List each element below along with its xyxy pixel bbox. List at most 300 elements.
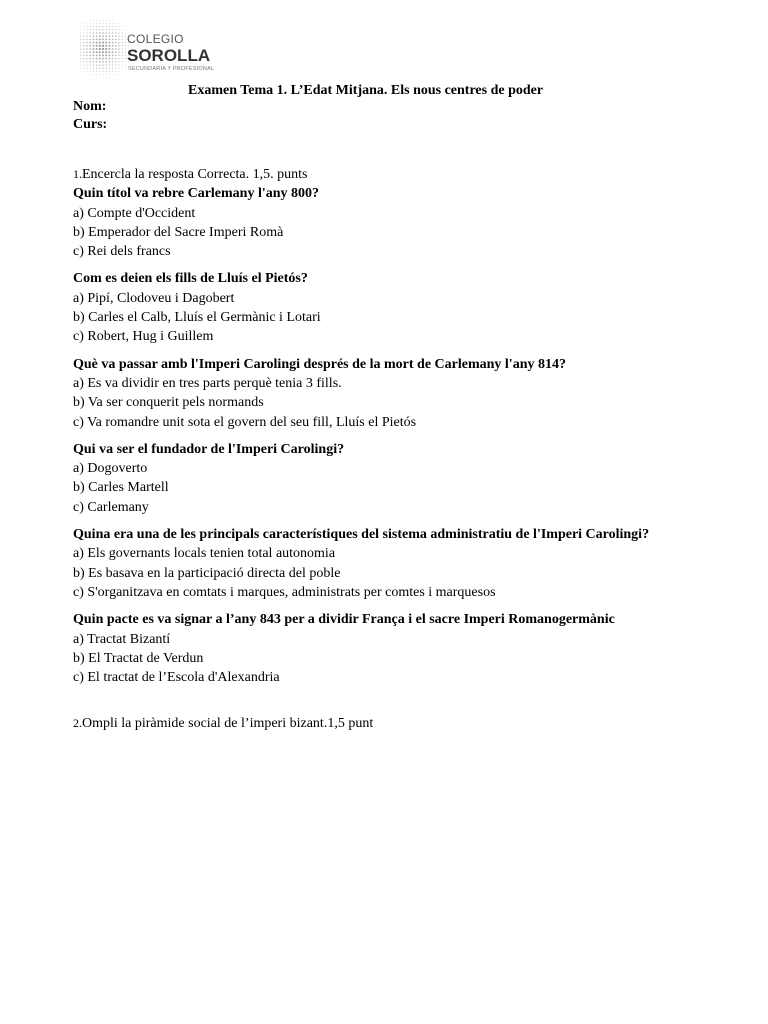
globe-dot	[108, 48, 110, 50]
question-text: Com es deien els fills de Lluís el Pietós?	[73, 271, 308, 287]
globe-dot	[106, 77, 107, 78]
question-1	[73, 184, 723, 261]
globe-dot	[80, 45, 81, 46]
globe-dot	[122, 61, 123, 62]
globe-dot	[92, 42, 94, 44]
globe-dot	[108, 54, 110, 56]
globe-dot	[108, 38, 110, 40]
section-2-instruction: Ompli la piràmide social de l’imperi bizant.1,5 punt	[82, 716, 374, 732]
globe-dot	[90, 20, 91, 21]
globe-dot	[122, 32, 123, 33]
logo-line-3: SECUNDARIA Y PROFESIONAL	[128, 66, 215, 72]
globe-dot	[99, 35, 101, 37]
globe-dot	[86, 45, 88, 47]
globe-dot	[89, 35, 91, 37]
globe-dot	[89, 51, 91, 53]
globe-dot	[86, 61, 87, 62]
globe-dot	[115, 32, 116, 33]
globe-dot	[106, 68, 107, 69]
question-text: Quina era una de les principals característiques del sistema administratiu de l'Imperi Carolingi?	[73, 527, 650, 543]
globe-dot	[99, 23, 100, 24]
globe-dot	[83, 39, 84, 40]
globe-dot	[119, 71, 120, 72]
globe-dot	[109, 29, 110, 30]
globe-dot	[90, 71, 91, 72]
globe-dot	[99, 74, 100, 75]
globe-dot	[99, 38, 101, 40]
globe-dot	[96, 23, 97, 24]
globe-dot	[122, 71, 123, 72]
globe-dot	[115, 29, 116, 30]
globe-dot	[122, 26, 123, 27]
globe-dot	[118, 64, 119, 65]
globe-dot	[86, 32, 87, 33]
globe-dot	[86, 51, 88, 53]
globe-dot	[99, 54, 101, 56]
globe-dot	[109, 77, 110, 78]
globe-dot	[102, 23, 103, 24]
globe-dot	[89, 61, 90, 62]
globe-dot	[122, 68, 123, 69]
globe-dot	[125, 58, 126, 59]
globe-dot	[86, 29, 87, 30]
globe-dot	[96, 20, 97, 21]
globe-dot	[105, 29, 106, 30]
globe-dot	[122, 42, 123, 43]
globe-dot	[105, 64, 107, 66]
answer-option-b[interactable]: b) Carles el Calb, Lluís el Germànic i Lotari	[73, 310, 321, 326]
globe-dot	[115, 71, 116, 72]
globe-dot	[93, 20, 94, 21]
globe-dot	[125, 61, 126, 62]
globe-dot	[105, 38, 107, 40]
globe-dot	[112, 20, 113, 21]
globe-dot	[112, 71, 113, 72]
globe-dot	[89, 58, 91, 60]
globe-dot	[122, 39, 123, 40]
globe-dot	[115, 55, 117, 57]
globe-dot	[93, 26, 94, 27]
question-3	[73, 355, 723, 432]
globe-dot	[122, 58, 123, 59]
globe-dot	[112, 23, 113, 24]
globe-dot	[112, 29, 113, 30]
answer-option-a[interactable]: a) Els governants locals tenien total autonomia	[73, 546, 336, 562]
globe-dot	[108, 42, 110, 44]
globe-dot	[102, 29, 103, 30]
globe-dot	[86, 39, 88, 41]
logo-line-2: SOROLLA	[127, 46, 211, 65]
globe-dot	[93, 68, 94, 69]
globe-dot	[99, 26, 100, 27]
globe-dot	[115, 74, 116, 75]
globe-dot	[115, 45, 117, 47]
globe-dot	[105, 54, 107, 56]
globe-dot	[86, 68, 87, 69]
globe-dot	[106, 74, 107, 75]
globe-dot	[118, 39, 119, 40]
globe-dot	[89, 48, 91, 50]
globe-dot	[89, 32, 90, 33]
globe-dot	[80, 36, 81, 37]
globe-dot	[99, 20, 100, 21]
globe-dot	[102, 26, 103, 27]
globe-dot	[86, 64, 87, 65]
globe-dot	[115, 35, 116, 36]
globe-dot	[125, 42, 126, 43]
globe-dot	[87, 71, 88, 72]
globe-dot	[86, 26, 87, 27]
globe-dot	[83, 32, 84, 33]
answer-option-c[interactable]: c) Rei dels francs	[73, 244, 171, 260]
globe-dot	[83, 58, 84, 59]
globe-dot	[93, 61, 95, 63]
globe-dot	[86, 55, 88, 57]
globe-dot	[122, 64, 123, 65]
question-text: Qui va ser el fundador de l'Imperi Carolingi?	[73, 441, 345, 457]
question-text: Quin pacte es va signar a l’any 843 per a dividir França i el sacre Imperi Romanogermànic	[73, 612, 615, 628]
globe-dot	[105, 58, 107, 60]
globe-dot	[93, 35, 95, 37]
globe-dot	[102, 42, 104, 44]
answer-option-b[interactable]: b) El Tractat de Verdun	[73, 650, 204, 666]
globe-dot	[112, 42, 114, 44]
globe-dot	[96, 74, 97, 75]
globe-dot	[118, 36, 119, 37]
globe-dot	[96, 26, 97, 27]
answer-option-c[interactable]: c) Robert, Hug i Guillem	[73, 329, 214, 345]
globe-dot	[109, 61, 111, 63]
globe-dot	[109, 35, 111, 37]
globe-dot	[90, 26, 91, 27]
globe-dot	[106, 20, 107, 21]
globe-dot	[109, 58, 111, 60]
globe-dot	[102, 74, 103, 75]
course-field-label: Curs:	[73, 117, 108, 132]
globe-dot	[83, 36, 84, 37]
answer-option-b[interactable]: b) Es basava en la participació directa del poble	[73, 565, 341, 581]
globe-dot	[102, 38, 104, 40]
globe-dot	[118, 51, 120, 53]
globe-dot	[96, 64, 98, 66]
globe-dot	[83, 23, 84, 24]
question-6	[73, 610, 723, 687]
globe-dot	[112, 26, 113, 27]
globe-dot	[96, 61, 98, 63]
globe-dot	[93, 58, 95, 60]
globe-dot	[93, 23, 94, 24]
globe-dot	[89, 39, 91, 41]
globe-dot	[102, 58, 104, 60]
globe-dot	[109, 71, 110, 72]
globe-dot	[96, 51, 98, 53]
exam-body	[73, 165, 723, 734]
globe-dot	[109, 32, 111, 34]
globe-dot	[99, 29, 100, 30]
globe-dot	[90, 68, 91, 69]
globe-dot	[109, 26, 110, 27]
globe-dot	[102, 35, 104, 37]
globe-dot	[93, 29, 94, 30]
section-1-heading	[73, 165, 723, 184]
globe-dot	[102, 45, 104, 47]
globe-dot	[86, 42, 88, 44]
globe-dot	[102, 61, 104, 63]
answer-option-c[interactable]: c) Carlemany	[73, 499, 149, 515]
globe-dot	[96, 54, 98, 56]
globe-dot	[105, 42, 107, 44]
globe-dot	[99, 64, 101, 66]
globe-dot	[80, 61, 81, 62]
globe-dot	[115, 23, 116, 24]
globe-dot	[118, 42, 120, 44]
globe-dot	[125, 52, 126, 53]
section-2-heading	[73, 714, 723, 733]
globe-dot	[108, 45, 110, 47]
globe-dot	[125, 68, 126, 69]
globe-dot	[92, 51, 94, 53]
globe-dot	[118, 61, 119, 62]
globe-dot	[118, 32, 119, 33]
globe-dot	[80, 32, 81, 33]
globe-dot	[125, 48, 126, 49]
globe-dot	[96, 48, 98, 50]
globe-dot	[106, 71, 107, 72]
globe-dot	[96, 38, 98, 40]
answer-option-b[interactable]: b) Emperador del Sacre Imperi Romà	[73, 224, 284, 240]
globe-dot	[105, 48, 107, 50]
globe-dot	[80, 64, 81, 65]
globe-dot	[80, 68, 81, 69]
globe-dot	[105, 51, 107, 53]
globe-dot	[102, 54, 104, 56]
answer-option-c[interactable]: c) El tractat de l’Escola d'Alexandria	[73, 670, 280, 686]
globe-dot	[102, 64, 104, 66]
globe-dot	[99, 51, 101, 53]
answer-option-b[interactable]: b) Carles Martell	[73, 480, 169, 496]
globe-dot	[125, 36, 126, 37]
globe-dot	[112, 64, 113, 65]
globe-dot	[102, 68, 103, 69]
answer-option-a[interactable]: a) Pipí, Clodoveu i Dagobert	[73, 290, 235, 306]
section-2-number: 2.	[73, 716, 82, 731]
globe-dot	[112, 35, 114, 37]
globe-dot	[115, 42, 117, 44]
globe-dot	[115, 68, 116, 69]
globe-dot	[115, 51, 117, 53]
globe-dot	[96, 77, 97, 78]
globe-dot	[109, 68, 110, 69]
globe-dot	[96, 32, 98, 34]
globe-dot	[87, 23, 88, 24]
globe-dot	[99, 48, 101, 50]
globe-dot	[102, 71, 103, 72]
globe-dot	[80, 58, 81, 59]
globe-dot	[102, 32, 104, 34]
globe-dot	[119, 23, 120, 24]
globe-dot	[83, 26, 84, 27]
globe-dot	[112, 61, 114, 63]
answer-option-c[interactable]: c) Va romandre unit sota el govern del seu fill, Lluís el Pietós	[73, 414, 417, 430]
globe-dot	[99, 71, 100, 72]
globe-dot	[118, 29, 119, 30]
globe-dot	[102, 48, 104, 50]
globe-dot	[106, 23, 107, 24]
globe-dot	[99, 58, 101, 60]
globe-dot	[80, 42, 81, 43]
globe-dot	[105, 32, 107, 34]
globe-dot	[122, 45, 123, 46]
globe-dot	[118, 45, 120, 47]
globe-dot	[118, 58, 119, 59]
globe-dot	[86, 58, 87, 59]
answer-option-c[interactable]: c) S'organitzava en comtats i marques, administrats per comtes i marquesos	[73, 584, 496, 600]
globe-dot	[118, 68, 119, 69]
globe-dot	[83, 29, 84, 30]
globe-dot	[83, 42, 84, 43]
globe-dot	[115, 48, 117, 50]
globe-dot	[96, 68, 97, 69]
globe-dot	[125, 55, 126, 56]
answer-option-a[interactable]: a) Tractat Bizantí	[73, 631, 171, 647]
globe-dot	[112, 51, 114, 53]
globe-dot	[83, 68, 84, 69]
exam-title: Examen Tema 1. L’Edat Mitjana. Els nous centres de poder	[188, 83, 544, 98]
globe-dot	[122, 48, 123, 49]
globe-dot	[125, 29, 126, 30]
globe-dot	[122, 36, 123, 37]
answer-option-a[interactable]: a) Es va dividir en tres parts perquè tenia 3 fills.	[73, 375, 342, 391]
globe-dot	[80, 26, 81, 27]
globe-dot	[83, 48, 84, 49]
globe-dot	[89, 55, 91, 57]
globe-dot	[80, 39, 81, 40]
globe-dot	[118, 26, 119, 27]
globe-dot	[103, 77, 104, 78]
globe-dot	[99, 68, 100, 69]
globe-dot	[99, 77, 100, 78]
globe-dot	[92, 45, 94, 47]
globe-dot	[99, 42, 101, 44]
globe-dot	[112, 39, 114, 41]
logo-globe-emblem	[78, 20, 132, 79]
globe-dot	[112, 32, 113, 33]
globe-dot	[96, 35, 98, 37]
globe-dot	[92, 48, 94, 50]
question-2	[73, 269, 723, 346]
globe-dot	[93, 74, 94, 75]
globe-dot	[115, 26, 116, 27]
globe-dot	[112, 55, 114, 57]
globe-dot	[83, 51, 84, 52]
globe-dot	[112, 45, 114, 47]
globe-dot	[93, 32, 95, 34]
globe-dot	[115, 61, 116, 62]
answer-option-a[interactable]: a) Dogoverto	[73, 461, 148, 477]
globe-dot	[108, 51, 110, 53]
section-1-number: 1.	[73, 167, 82, 181]
globe-dot	[102, 51, 104, 53]
globe-dot	[125, 45, 126, 46]
globe-dot	[109, 74, 110, 75]
globe-dot	[125, 65, 126, 66]
globe-dot	[122, 29, 123, 30]
globe-dot	[112, 58, 114, 60]
globe-dot	[105, 45, 107, 47]
globe-dot	[109, 20, 110, 21]
globe-dot	[87, 74, 88, 75]
globe-dot	[105, 61, 107, 63]
globe-dot	[112, 74, 113, 75]
globe-dot	[80, 48, 81, 49]
globe-dot	[83, 55, 84, 56]
colegio-sorolla-logo	[78, 14, 228, 86]
globe-dot	[112, 48, 114, 50]
globe-dot	[99, 61, 101, 63]
logo-line-1: COLEGIO	[127, 32, 184, 46]
globe-dot	[83, 45, 84, 46]
globe-dot	[89, 42, 91, 44]
globe-dot	[83, 61, 84, 62]
globe-dot	[90, 29, 91, 30]
globe-dot	[93, 71, 94, 72]
globe-dot	[93, 64, 94, 65]
globe-dot	[118, 48, 120, 50]
globe-dot	[83, 71, 84, 72]
name-field-label: Nom:	[73, 99, 107, 114]
globe-dot	[125, 39, 126, 40]
globe-dot	[115, 39, 117, 41]
globe-dot	[112, 68, 113, 69]
globe-dot	[86, 48, 88, 50]
question-text: Què va passar amb l'Imperi Carolingi després de la mort de Carlemany l'any 814?	[73, 356, 566, 372]
globe-dot	[118, 55, 119, 56]
globe-dot	[106, 26, 107, 27]
question-text: Quin títol va rebre Carlemany l'any 800?	[73, 186, 320, 202]
globe-dot	[90, 64, 91, 65]
globe-dot	[93, 39, 95, 41]
globe-dot	[80, 29, 81, 30]
globe-dot	[96, 45, 98, 47]
globe-dot	[90, 23, 91, 24]
globe-dot	[96, 58, 98, 60]
globe-dot	[90, 74, 91, 75]
globe-dot	[115, 64, 116, 65]
question-4	[73, 440, 723, 517]
globe-dot	[99, 32, 101, 34]
globe-dot	[80, 55, 81, 56]
globe-dot	[103, 20, 104, 21]
globe-dot	[122, 55, 123, 56]
globe-dot	[92, 54, 94, 56]
globe-dot	[109, 64, 110, 65]
globe-dot	[125, 33, 126, 34]
globe-dot	[115, 58, 117, 60]
globe-dot	[105, 35, 107, 37]
globe-dot	[89, 45, 91, 47]
answer-option-b[interactable]: b) Va ser conquerit pels normands	[73, 395, 264, 411]
globe-dot	[96, 42, 98, 44]
globe-dot	[96, 71, 97, 72]
globe-dot	[83, 64, 84, 65]
globe-dot	[122, 52, 123, 53]
globe-dot	[80, 52, 81, 53]
answer-option-a[interactable]: a) Compte d'Occident	[73, 205, 196, 221]
question-5	[73, 525, 723, 602]
section-1-instruction: Encercla la resposta Correcta. 1,5. punts	[82, 167, 308, 182]
globe-dot	[96, 29, 97, 30]
globe-dot	[109, 23, 110, 24]
